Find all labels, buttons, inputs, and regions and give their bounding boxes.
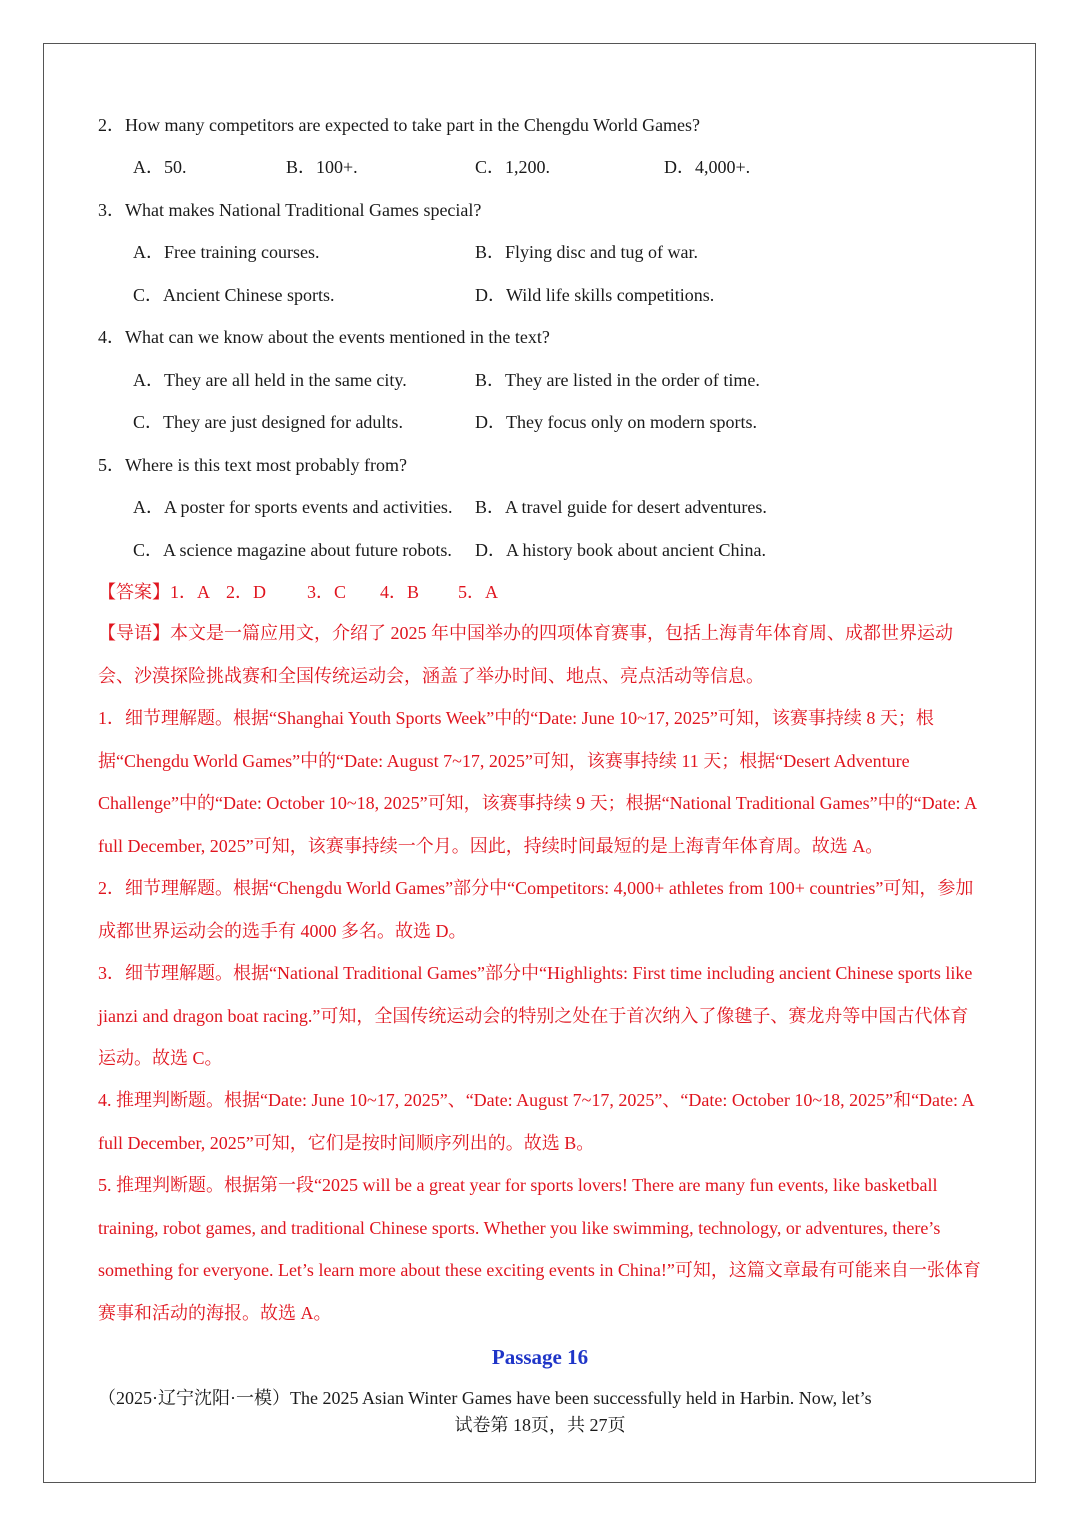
q4-option-c: C．They are just designed for adults. bbox=[133, 412, 403, 432]
lead-in-paragraph: 【导语】本文是一篇应用文，介绍了 2025 年中国举办的四项体育赛事，包括上海青年体育周、成都世界运动会、沙漠探险挑战赛和全国传统运动会，涵盖了举办时间、地点、亮点活动等信息。 bbox=[98, 623, 953, 686]
q2-option-a: A．50. bbox=[133, 157, 187, 177]
answer-item: 4．B bbox=[380, 582, 420, 602]
q5-option-d: D．A history book about ancient China. bbox=[475, 540, 766, 560]
q4-option-a: A．They are all held in the same city. bbox=[133, 370, 407, 390]
passage-title: Passage 16 bbox=[491, 1345, 589, 1369]
answer-item: 1．A bbox=[170, 582, 210, 602]
q5-option-a: A．A poster for sports events and activities. bbox=[133, 497, 453, 517]
q5-option-b: B．A travel guide for desert adventures. bbox=[475, 497, 767, 517]
answer-item: 3．C bbox=[307, 582, 347, 602]
q4-option-d: D．They focus only on modern sports. bbox=[475, 412, 757, 432]
q3-option-c: C．Ancient Chinese sports. bbox=[133, 285, 335, 305]
q2-option-c: C．1,200. bbox=[475, 157, 551, 177]
explanation-3: 3．细节理解题。根据“National Traditional Games”部分中“Highlights: First time including ancient Chinese sports like jianzi and dragon boat racing.”可知，全国传统运动会的特别之处在于首次纳入了像毽子、赛龙舟等中国古代体育运动。故选 C。 bbox=[98, 963, 973, 1068]
explanation-5: 5. 推理判断题。根据第一段“2025 will be a great year for sports lovers! There are many fun events, like basketball training, robot games, and traditional Chinese sports. Whether you like swimming, technology, or adventures, there’s something for everyone. Let’s learn more about these exciting events in China!”可知，这篇文章最有可能来自一张体育赛事和活动的海报。故选 A。 bbox=[98, 1175, 981, 1323]
q3-option-d: D．Wild life skills competitions. bbox=[475, 285, 715, 305]
q2-option-d: D．4,000+. bbox=[664, 157, 751, 177]
q3-option-b: B．Flying disc and tug of war. bbox=[475, 242, 698, 262]
passage-intro: （2025·辽宁沈阳·一模）The 2025 Asian Winter Games have been successfully held in Harbin. Now, let’s bbox=[98, 1388, 872, 1408]
page-footer: 试卷第 18页，共 27页 bbox=[454, 1415, 626, 1435]
answer-item: 5．A bbox=[458, 582, 498, 602]
q4-option-b: B．They are listed in the order of time. bbox=[475, 370, 760, 390]
explanation-4: 4. 推理判断题。根据“Date: June 10~17, 2025”、“Date: August 7~17, 2025”、“Date: October 10~18, 2025”和“Date: A full December, 2025”可知，它们是按时间顺序列出的。故选 B。 bbox=[98, 1090, 974, 1153]
q5-option-c: C．A science magazine about future robots. bbox=[133, 540, 452, 560]
q2-option-b: B．100+. bbox=[286, 157, 358, 177]
answer-label: 【答案】 bbox=[98, 582, 170, 602]
explanation-2: 2．细节理解题。根据“Chengdu World Games”部分中“Competitors: 4,000+ athletes from 100+ countries”可知，参加成都世界运动会的选手有 4000 多名。故选 D。 bbox=[98, 878, 974, 941]
answer-item: 2．D bbox=[226, 582, 266, 602]
q3-option-a: A．Free training courses. bbox=[133, 242, 320, 262]
question-2-stem: 2．How many competitors are expected to take part in the Chengdu World Games? bbox=[98, 115, 701, 135]
question-4-stem: 4．What can we know about the events mentioned in the text? bbox=[98, 327, 550, 347]
question-5-stem: 5．Where is this text most probably from? bbox=[98, 455, 407, 475]
question-3-stem: 3．What makes National Traditional Games special? bbox=[98, 200, 482, 220]
explanation-1: 1．细节理解题。根据“Shanghai Youth Sports Week”中的“Date: June 10~17, 2025”可知，该赛事持续 8 天；根据“Chengdu World Games”中的“Date: August 7~17, 2025”可知，该赛事持续 11 天；根据“Desert Adventure Challenge”中的“Date: October 10~18, 2025”可知，该赛事持续 9 天；根据“National Traditional Games”中的“Date: A full December, 2025”可知，该赛事持续一个月。因此，持续时间最短的是上海青年体育周。故选 A。 bbox=[98, 708, 977, 856]
answer-key bbox=[98, 581, 498, 603]
